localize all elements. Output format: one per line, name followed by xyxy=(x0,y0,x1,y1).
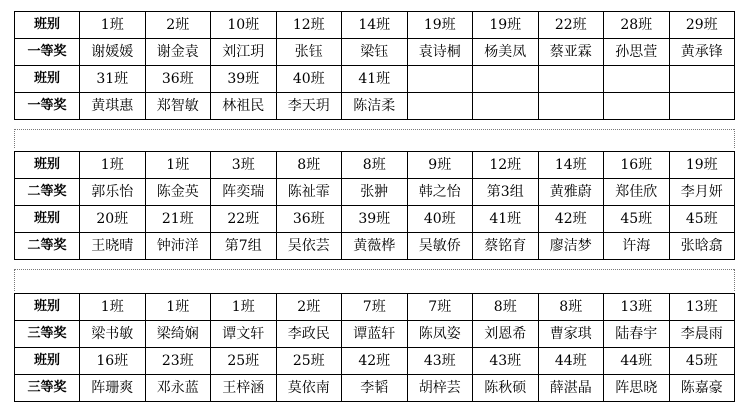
class-cell: 45班 xyxy=(669,206,735,233)
winner-name-cell: 谭蓝轩 xyxy=(342,321,408,348)
class-cell: 40班 xyxy=(276,66,342,93)
winner-name-cell: 陈洁柔 xyxy=(342,93,408,120)
class-cell xyxy=(604,66,670,93)
class-cell: 45班 xyxy=(669,348,735,375)
class-cell: 1班 xyxy=(80,294,146,321)
winner-name-cell: 林祖民 xyxy=(211,93,277,120)
winner-name-cell: 谢媛媛 xyxy=(80,39,146,66)
prize-label-cell: 三等奖 xyxy=(15,375,80,402)
winner-name-cell: 许海 xyxy=(604,233,670,260)
class-cell: 22班 xyxy=(538,12,604,39)
class-cell: 42班 xyxy=(342,348,408,375)
table-row xyxy=(15,12,735,39)
class-cell: 8班 xyxy=(538,294,604,321)
winner-name-cell: 陈秋硕 xyxy=(473,375,539,402)
winner-name-cell: 王晓晴 xyxy=(80,233,146,260)
table-row xyxy=(15,66,735,93)
winner-name-cell: 陆春宇 xyxy=(604,321,670,348)
winner-name-cell: 张晗翕 xyxy=(669,233,735,260)
class-cell: 19班 xyxy=(669,152,735,179)
class-cell: 43班 xyxy=(473,348,539,375)
class-cell: 8班 xyxy=(276,152,342,179)
winner-name-cell: 李月妍 xyxy=(669,179,735,206)
winner-name-cell: 韩之怡 xyxy=(407,179,473,206)
prize-label-cell: 一等奖 xyxy=(15,93,80,120)
class-cell: 36班 xyxy=(276,206,342,233)
winner-name-cell: 第3组 xyxy=(473,179,539,206)
winner-name-cell: 李政民 xyxy=(276,321,342,348)
separator-line xyxy=(734,269,735,291)
class-cell: 1班 xyxy=(80,152,146,179)
table-row xyxy=(15,39,735,66)
winner-name-cell: 李天玥 xyxy=(276,93,342,120)
class-cell: 22班 xyxy=(211,206,277,233)
class-cell: 44班 xyxy=(538,348,604,375)
class-cell: 25班 xyxy=(211,348,277,375)
table-row xyxy=(15,179,735,206)
class-cell: 1班 xyxy=(211,294,277,321)
winner-name-cell: 杨美凤 xyxy=(473,39,539,66)
table-row xyxy=(15,93,735,120)
winner-name-cell: 张钰 xyxy=(276,39,342,66)
winner-name-cell xyxy=(669,93,735,120)
class-cell: 36班 xyxy=(145,66,211,93)
class-cell: 2班 xyxy=(145,12,211,39)
class-cell: 7班 xyxy=(342,294,408,321)
class-cell xyxy=(538,66,604,93)
table-row xyxy=(15,152,735,179)
class-cell: 1班 xyxy=(145,294,211,321)
winner-name-cell xyxy=(538,93,604,120)
winner-name-cell: 郭乐怡 xyxy=(80,179,146,206)
class-cell: 29班 xyxy=(669,12,735,39)
class-label-cell: 班别 xyxy=(15,12,80,39)
winner-name-cell: 梁钰 xyxy=(342,39,408,66)
winner-name-cell: 王梓涵 xyxy=(211,375,277,402)
class-cell: 43班 xyxy=(407,348,473,375)
separator-line xyxy=(14,269,734,270)
winner-name-cell: 谢金袁 xyxy=(145,39,211,66)
class-cell: 1班 xyxy=(145,152,211,179)
class-cell: 39班 xyxy=(211,66,277,93)
winner-name-cell: 阵珊爽 xyxy=(80,375,146,402)
class-cell: 41班 xyxy=(342,66,408,93)
second-prize-table xyxy=(14,151,735,260)
separator-line xyxy=(14,129,734,130)
winner-name-cell: 蔡铭育 xyxy=(473,233,539,260)
winner-name-cell: 刘恩希 xyxy=(473,321,539,348)
class-cell: 41班 xyxy=(473,206,539,233)
class-cell: 19班 xyxy=(407,12,473,39)
table-row xyxy=(15,348,735,375)
winner-name-cell: 蔡亚霖 xyxy=(538,39,604,66)
first-prize-table xyxy=(14,11,735,120)
separator-line xyxy=(734,129,735,148)
winner-name-cell: 梁绮娴 xyxy=(145,321,211,348)
table-row xyxy=(15,233,735,260)
winner-name-cell: 钟沛洋 xyxy=(145,233,211,260)
class-cell xyxy=(407,66,473,93)
class-cell: 3班 xyxy=(211,152,277,179)
class-cell: 20班 xyxy=(80,206,146,233)
winner-name-cell: 吴敏侨 xyxy=(407,233,473,260)
separator-line xyxy=(14,269,15,291)
winner-name-cell: 李晨雨 xyxy=(669,321,735,348)
class-cell: 9班 xyxy=(407,152,473,179)
winner-name-cell: 郑佳欣 xyxy=(604,179,670,206)
class-cell: 23班 xyxy=(145,348,211,375)
prize-label-cell: 二等奖 xyxy=(15,233,80,260)
class-cell: 1班 xyxy=(80,12,146,39)
class-label-cell: 班别 xyxy=(15,66,80,93)
winner-name-cell: 黄承锋 xyxy=(669,39,735,66)
winner-name-cell: 莫依南 xyxy=(276,375,342,402)
winner-name-cell: 孙思萱 xyxy=(604,39,670,66)
class-cell: 14班 xyxy=(342,12,408,39)
winner-name-cell: 邓永蓝 xyxy=(145,375,211,402)
class-cell: 2班 xyxy=(276,294,342,321)
class-cell: 13班 xyxy=(669,294,735,321)
table-row xyxy=(15,206,735,233)
class-cell: 16班 xyxy=(80,348,146,375)
table-row xyxy=(15,321,735,348)
class-cell: 42班 xyxy=(538,206,604,233)
separator-line xyxy=(14,129,15,148)
class-label-cell: 班别 xyxy=(15,294,80,321)
winner-name-cell: 陈祉霏 xyxy=(276,179,342,206)
winner-name-cell: 陈凤姿 xyxy=(407,321,473,348)
winner-name-cell: 谭文轩 xyxy=(211,321,277,348)
winner-name-cell: 曹家琪 xyxy=(538,321,604,348)
class-cell: 8班 xyxy=(342,152,408,179)
winner-name-cell: 黄雅蔚 xyxy=(538,179,604,206)
class-cell: 8班 xyxy=(473,294,539,321)
class-cell: 13班 xyxy=(604,294,670,321)
class-cell: 19班 xyxy=(473,12,539,39)
winner-name-cell: 陈金英 xyxy=(145,179,211,206)
class-cell: 16班 xyxy=(604,152,670,179)
class-cell: 12班 xyxy=(473,152,539,179)
winner-name-cell xyxy=(604,93,670,120)
winner-name-cell: 张翀 xyxy=(342,179,408,206)
class-cell xyxy=(669,66,735,93)
winner-name-cell xyxy=(473,93,539,120)
class-label-cell: 班别 xyxy=(15,348,80,375)
class-cell: 45班 xyxy=(604,206,670,233)
prize-label-cell: 一等奖 xyxy=(15,39,80,66)
class-cell: 14班 xyxy=(538,152,604,179)
winner-name-cell xyxy=(407,93,473,120)
winner-name-cell: 袁诗桐 xyxy=(407,39,473,66)
class-label-cell: 班别 xyxy=(15,206,80,233)
class-cell: 10班 xyxy=(211,12,277,39)
winner-name-cell: 李韬 xyxy=(342,375,408,402)
winner-name-cell: 郑智敏 xyxy=(145,93,211,120)
winner-name-cell: 陈嘉豪 xyxy=(669,375,735,402)
winner-name-cell: 廖洁梦 xyxy=(538,233,604,260)
winner-name-cell: 刘江玥 xyxy=(211,39,277,66)
winner-name-cell: 第7组 xyxy=(211,233,277,260)
winner-name-cell: 薛湛晶 xyxy=(538,375,604,402)
class-cell: 25班 xyxy=(276,348,342,375)
table-row xyxy=(15,375,735,402)
prize-label-cell: 三等奖 xyxy=(15,321,80,348)
winner-name-cell: 吴依芸 xyxy=(276,233,342,260)
third-prize-table xyxy=(14,293,735,402)
winner-name-cell: 阵思晓 xyxy=(604,375,670,402)
class-cell: 28班 xyxy=(604,12,670,39)
winner-name-cell: 胡梓芸 xyxy=(407,375,473,402)
class-label-cell: 班别 xyxy=(15,152,80,179)
winner-name-cell: 黄薇桦 xyxy=(342,233,408,260)
class-cell: 31班 xyxy=(80,66,146,93)
class-cell: 7班 xyxy=(407,294,473,321)
class-cell xyxy=(473,66,539,93)
class-cell: 39班 xyxy=(342,206,408,233)
winner-name-cell: 阵奕瑞 xyxy=(211,179,277,206)
class-cell: 21班 xyxy=(145,206,211,233)
class-cell: 40班 xyxy=(407,206,473,233)
class-cell: 44班 xyxy=(604,348,670,375)
prize-label-cell: 二等奖 xyxy=(15,179,80,206)
winner-name-cell: 梁书敏 xyxy=(80,321,146,348)
class-cell: 12班 xyxy=(276,12,342,39)
table-row xyxy=(15,294,735,321)
winner-name-cell: 黄琪惠 xyxy=(80,93,146,120)
